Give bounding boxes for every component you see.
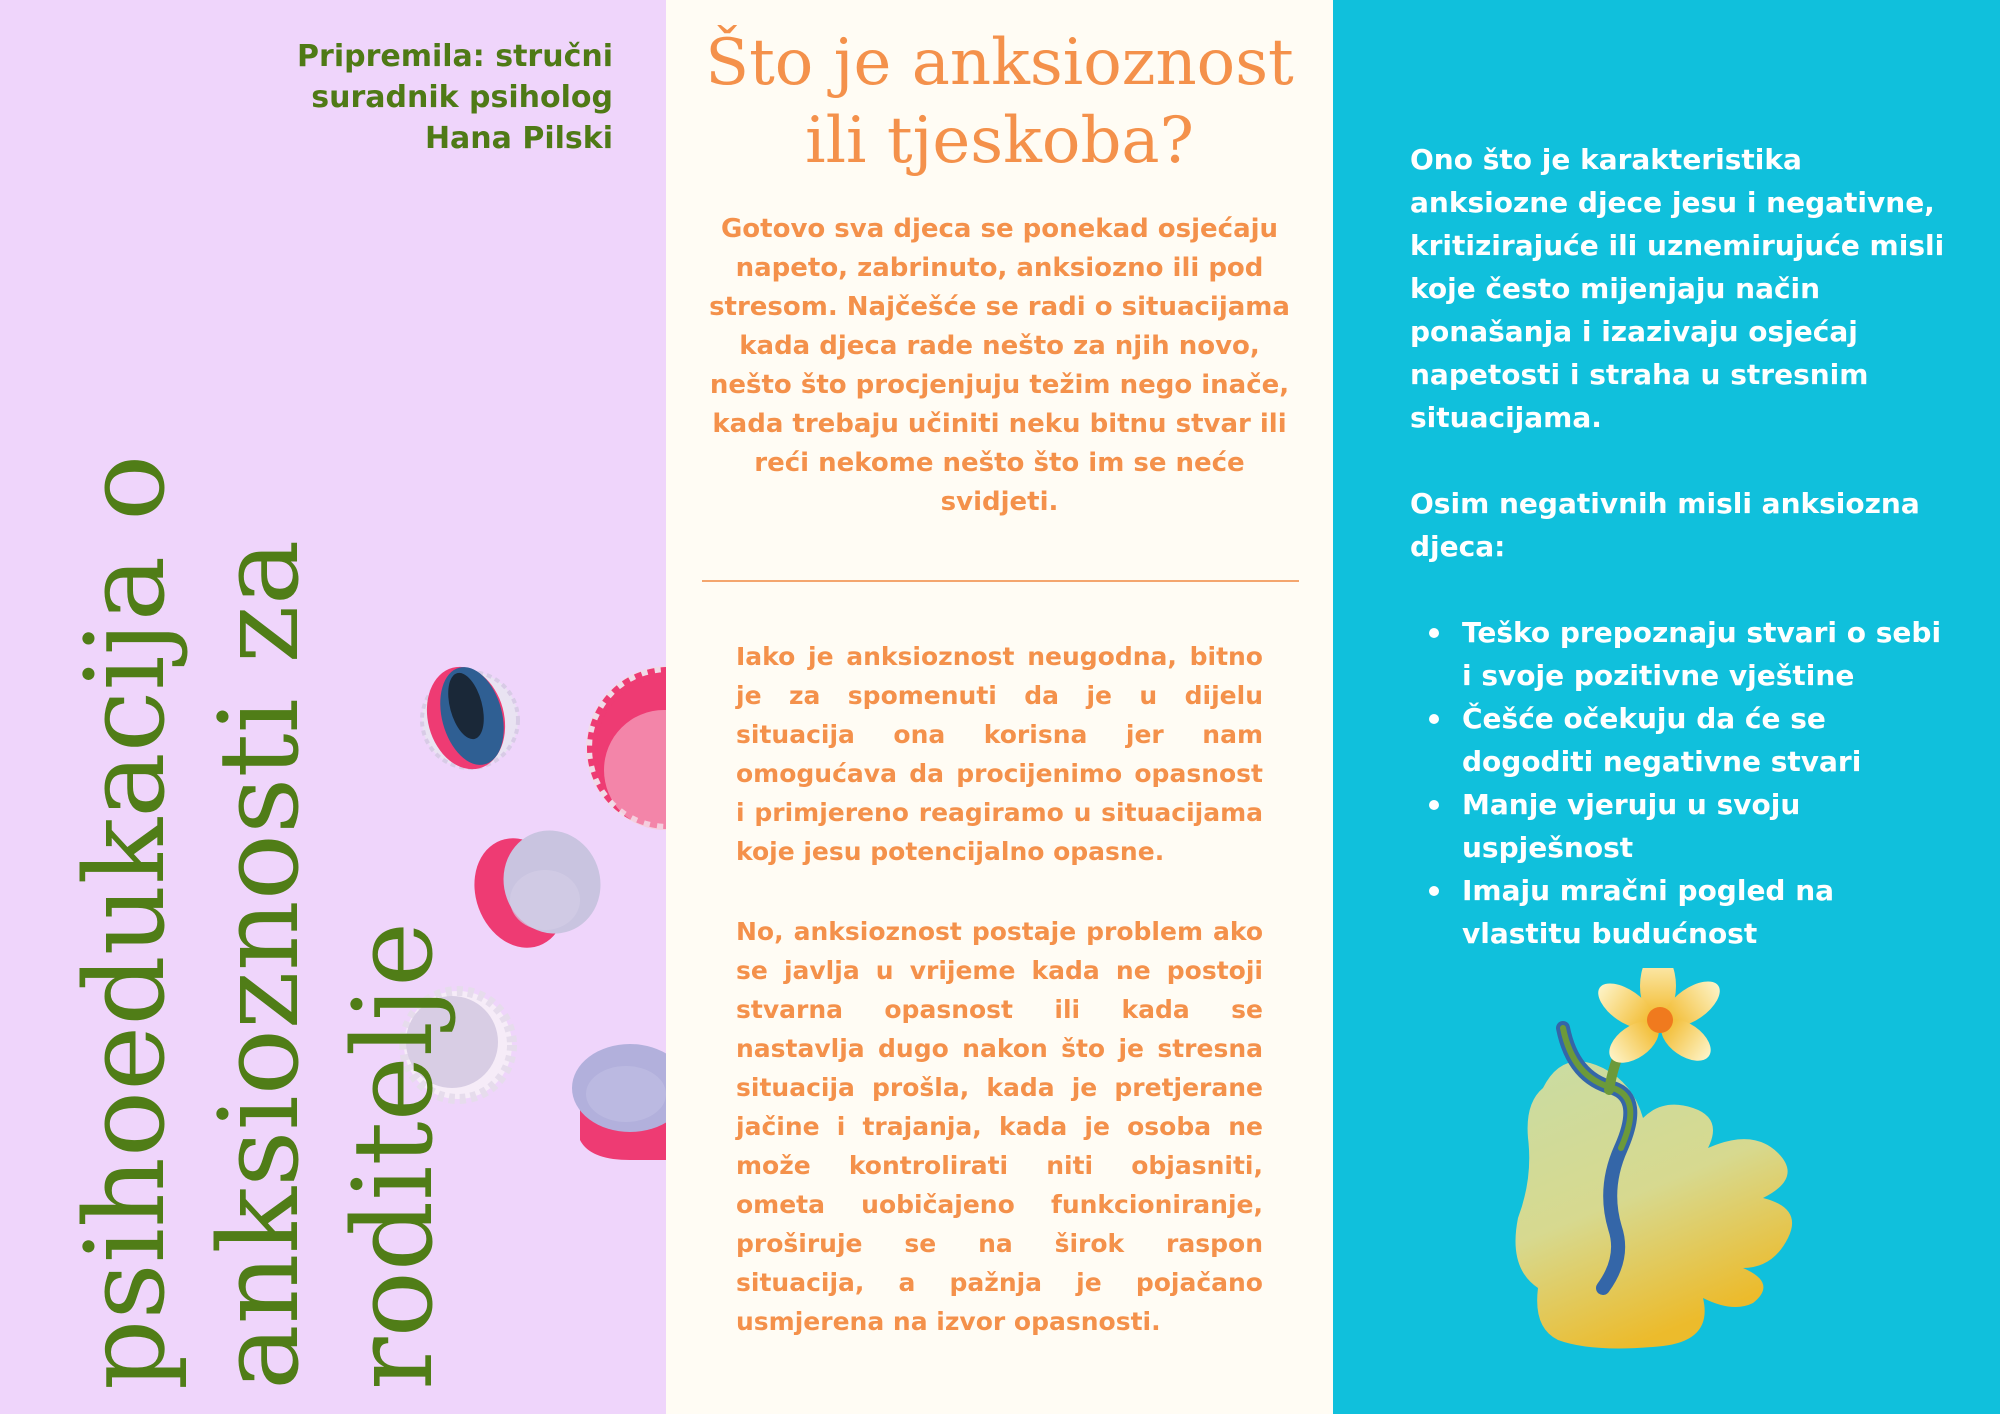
middle-panel [666,0,1333,1414]
problem-anxiety-paragraph: No, anksioznost postaje problem ako se javlja u vrijeme kada ne postoji stvarna opasnost ili kada se nastavlja dugo nakon što je stresna situacija prošla, kada je pretjerane jačine i trajanja, kada je osoba ne može kontrolirati niti objasniti, ometa uobičajeno funkcioniranje, proširuje se na širok raspon situacija, a pažnja je pojačano usmjerena na izvor opasnosti. [736,917,1263,1336]
vertical-title-line-2: anksioznosti za [195,539,323,1390]
author-line-3: Hana Pilski [424,121,613,156]
page-title [666,24,1333,180]
useful-anxiety-paragraph: Iako je anksioznost neugodna, bitno je za spomenuti da je u dijelu situacija ona korisna jer nam omogućava da procijenimo opasnost i primjereno reagiramo u situacijama koje jesu potencijalno opasne. [736,642,1263,866]
right-panel [1333,0,2000,1414]
bottle-cap-lavender-icon [460,817,615,961]
intro-paragraph: Gotovo sva djeca se ponekad osjećaju napeto, zabrinuto, anksiozno ili pod stresom. Najčešće se radi o situacijama kada djeca rade nešto za njih novo, nešto što procjenjuju težim nego inače, kada trebaju učiniti neku bitnu stvar ili reći nekome nešto što im se neće svidjeti. [709,214,1290,517]
left-panel [0,0,666,1414]
title-line-2: ili tjeskoba? [805,104,1194,178]
characteristics-paragraph: Ono što je karakteristika anksiozne djece jesu i negativne, kritizirajuće ili uznemirujuće misli koje često mijenjaju način ponašanja i izazivaju osjećaj napetosti i straha u stresnim situacijama. [1410,143,1945,434]
vertical-title-line-1: psihoedukacija o [61,454,189,1390]
vertical-title-line-3: roditelje [329,921,457,1390]
bottle-cap-pink-icon [586,666,666,830]
hand-shape [1516,1061,1793,1348]
list-item: Teško prepoznaju stvari o sebi i svoje pozitivne vještine [1462,611,1955,697]
list-item: Češće očekuju da će se dogoditi negativne stvari [1462,697,1955,783]
flower-head [1591,968,1728,1071]
characteristics-list [1410,611,1955,955]
vertical-title [58,260,460,1390]
characteristics-section [1410,138,1955,955]
list-item: Imaju mračni pogled na vlastitu budućnost [1462,869,1955,955]
flower-in-hand-icon [1503,968,1833,1358]
list-item: Manje vjeruju u svoju uspješnost [1462,783,1955,869]
title-line-1: Što je anksioznost [705,26,1294,100]
divider [702,580,1299,582]
bottle-cap-blue-icon [572,1044,666,1160]
author-line-2: suradnik psiholog [311,80,613,115]
list-intro: Osim negativnih misli anksiozna djeca: [1410,487,1920,563]
author-line-1: Pripremila: stručni [297,39,613,74]
